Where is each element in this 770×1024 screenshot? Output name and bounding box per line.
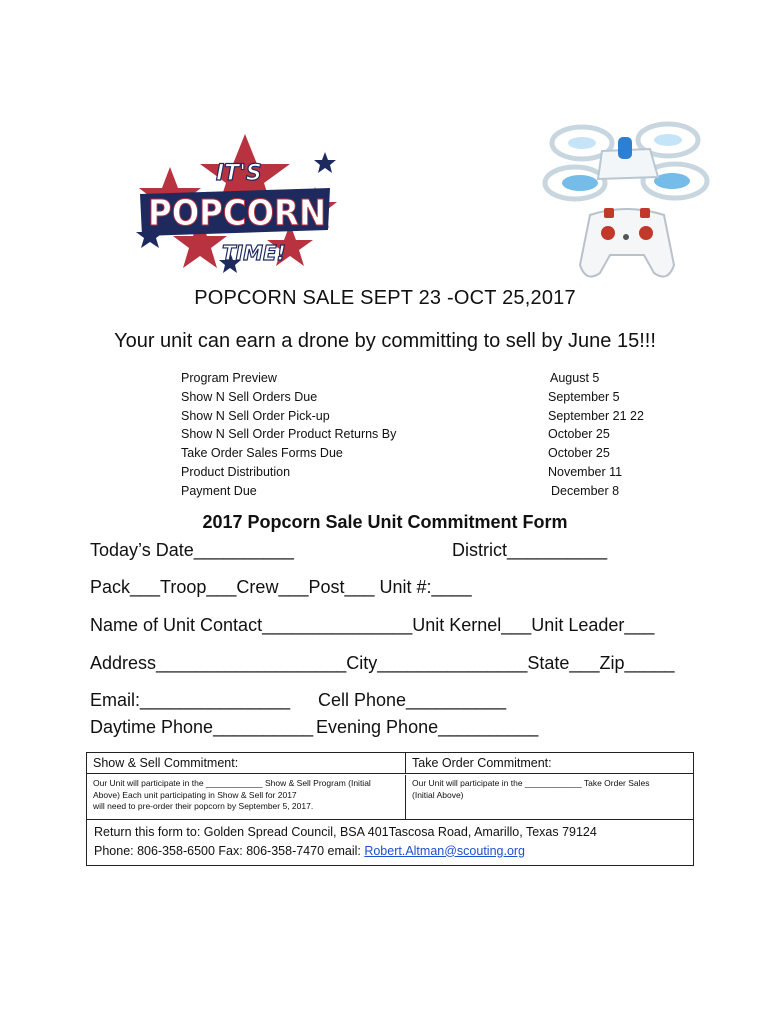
- logo-popcorn: POPCORN: [148, 193, 326, 234]
- return-info: [94, 823, 597, 860]
- schedule-label: Show N Sell Orders Due: [181, 389, 318, 404]
- cell-phone-field[interactable]: Cell Phone__________: [318, 690, 507, 710]
- contact-line: [94, 842, 597, 861]
- email-link[interactable]: Robert.Altman@scouting.org: [364, 843, 526, 858]
- schedule-label: Program Preview: [181, 371, 277, 385]
- take-order-text-line: Our Unit will participate in the ____________ Take Order Sales: [412, 778, 650, 788]
- take-order-header: Take Order Commitment:: [405, 753, 693, 774]
- form-title: 2017 Popcorn Sale Unit Commitment Form: [202, 512, 568, 532]
- show-sell-text-line: Above) Each unit participating in Show & Sell for 2017: [93, 789, 297, 800]
- drone-image: [540, 115, 715, 295]
- schedule-date: September 21 22: [548, 408, 644, 423]
- star-icon: [314, 152, 336, 173]
- take-order-text[interactable]: [405, 775, 693, 819]
- page-title: POPCORN SALE SEPT 23 -OCT 25,2017: [194, 287, 576, 309]
- show-sell-text-line: will need to pre-order their popcorn by September 5, 2017.: [93, 801, 314, 811]
- schedule-label: Product Distribution: [181, 464, 291, 479]
- show-sell-header: Show & Sell Commitment:: [87, 753, 405, 774]
- schedule-date: September 5: [548, 389, 620, 404]
- logo-its: IT'S: [216, 161, 262, 186]
- return-address: Return this form to: Golden Spread Council, BSA 401Tascosa Road, Amarillo, Texas 79124: [94, 825, 597, 839]
- show-sell-text[interactable]: [87, 775, 405, 821]
- schedule-dates: [548, 369, 644, 501]
- schedule-date: December 8: [551, 483, 620, 498]
- schedule-date: November 11: [548, 464, 623, 479]
- schedule-label: Payment Due: [181, 483, 257, 498]
- phone-fax: Phone: 806-358-6500 Fax: 806-358-7470 email:: [94, 843, 365, 858]
- commitment-table: [86, 752, 694, 866]
- todays-date-field[interactable]: Today’s Date__________: [90, 540, 294, 560]
- schedule-labels: [181, 369, 396, 501]
- schedule-date: October 25: [548, 446, 610, 461]
- evening-phone-field[interactable]: Evening Phone__________: [316, 717, 539, 737]
- table-divider: [87, 819, 693, 820]
- show-sell-text-line: Our Unit will participate in the ____________ Show & Sell Program (Initial: [93, 778, 371, 788]
- unit-type-field[interactable]: Pack___Troop___Crew___Post___ Unit #:____: [90, 577, 472, 597]
- page-subtitle: Your unit can earn a drone by committing to sell by June 15!!!: [114, 330, 656, 352]
- schedule-label: Show N Sell Order Pick-up: [181, 408, 330, 423]
- popcorn-logo: [130, 132, 340, 282]
- logo-time: TIME!: [222, 241, 286, 265]
- schedule-label: Take Order Sales Forms Due: [181, 446, 343, 461]
- take-order-text-line: (Initial Above): [412, 789, 464, 800]
- district-field[interactable]: District__________: [452, 540, 608, 560]
- unit-contact-field[interactable]: Name of Unit Contact_______________Unit Kernel___Unit Leader___: [90, 615, 655, 635]
- daytime-phone-field[interactable]: Daytime Phone__________: [90, 717, 314, 737]
- address-field[interactable]: Address___________________City_______________State___Zip_____: [90, 653, 675, 673]
- schedule-date: October 25: [548, 427, 610, 442]
- email-field[interactable]: Email:_______________: [90, 690, 291, 710]
- schedule-date: August 5: [550, 371, 600, 385]
- schedule-label: Show N Sell Order Product Returns By: [181, 427, 397, 442]
